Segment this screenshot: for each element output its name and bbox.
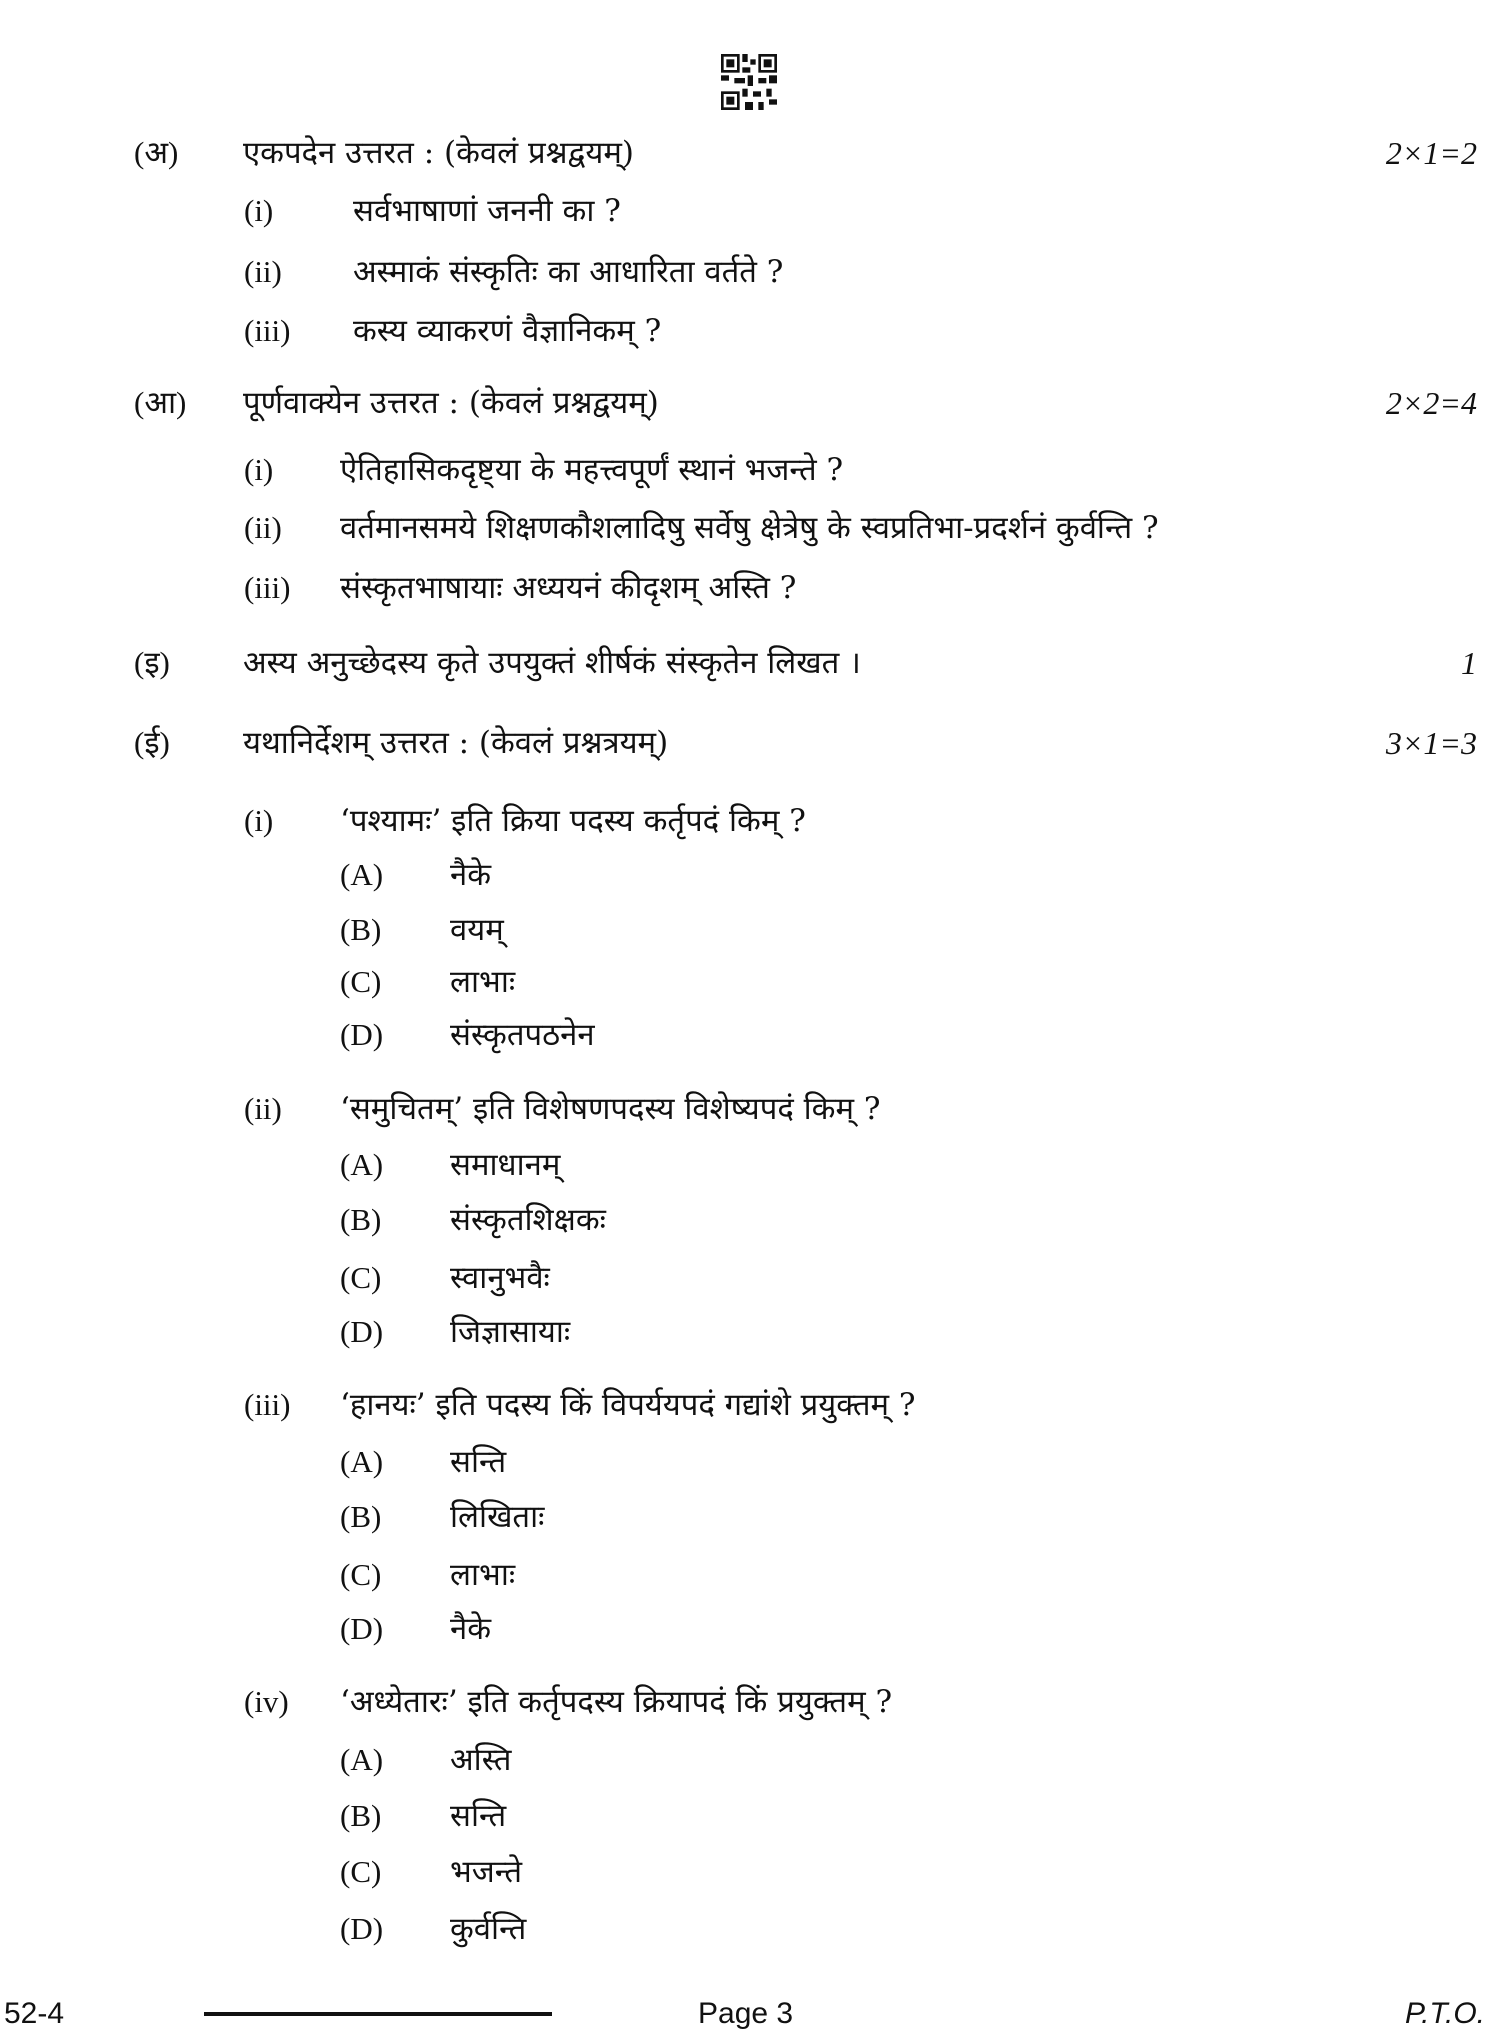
footer-divider: [204, 2012, 552, 2016]
option-text: लिखिताः: [450, 1499, 545, 1535]
question-number: (ii): [244, 254, 282, 289]
question-text: अस्माकं संस्कृतिः का आधारिता वर्तते ?: [353, 254, 784, 290]
option-text: संस्कृतपठनेन: [450, 1017, 595, 1053]
option-key: (D): [340, 1314, 384, 1349]
question-number: (iii): [244, 313, 291, 348]
question-text: ऐतिहासिकदृष्ट्या के महत्त्वपूर्णं स्थानं भजन्ते ?: [340, 452, 844, 488]
option-text: वयम्: [450, 912, 504, 948]
option-key: (D): [340, 1611, 384, 1646]
option-key: (D): [340, 1017, 384, 1052]
question-text: वर्तमानसमये शिक्षणकौशलादिषु सर्वेषु क्षेत्रेषु के स्वप्रतिभा-प्रदर्शनं कुर्वन्ति ?: [340, 510, 1159, 546]
option-key: (B): [340, 1798, 382, 1833]
question-number: (iii): [244, 1387, 291, 1422]
section-heading: एकपदेन उत्तरत : (केवलं प्रश्नद्वयम्): [243, 135, 634, 171]
option-text: लाभाः: [450, 1557, 516, 1593]
question-text: संस्कृतभाषायाः अध्ययनं कीदृशम् अस्ति ?: [340, 570, 797, 606]
question-number: (ii): [244, 1091, 282, 1126]
option-key: (A): [340, 1147, 384, 1182]
page-number: Page 3: [698, 1997, 794, 2030]
section-label: (आ): [134, 385, 187, 420]
section-label: (इ): [134, 645, 170, 680]
option-text: नैके: [450, 857, 492, 893]
section-heading: अस्य अनुच्छेदस्य कृते उपयुक्तं शीर्षकं संस्कृतेन लिखत ।: [243, 645, 861, 681]
section-marks: 2×2=4: [1385, 385, 1477, 421]
option-key: (C): [340, 1260, 382, 1295]
question-text: कस्य व्याकरणं वैज्ञानिकम् ?: [353, 313, 662, 349]
option-text: समाधानम्: [450, 1147, 561, 1183]
section-marks: 2×1=2: [1385, 135, 1477, 171]
section-label: (अ): [134, 135, 179, 170]
option-text: संस्कृतशिक्षकः: [450, 1202, 606, 1238]
option-text: नैके: [450, 1611, 492, 1647]
option-key: (A): [340, 857, 384, 892]
section-heading: यथानिर्देशम् उत्तरत : (केवलं प्रश्नत्रयम्): [243, 725, 669, 761]
option-text: सन्ति: [450, 1798, 507, 1834]
qr-code-icon: [721, 54, 777, 110]
section-label: (ई): [134, 725, 170, 760]
option-key: (A): [340, 1444, 384, 1479]
paper-code: 52-4: [4, 1997, 65, 2030]
section-marks: 1: [1461, 645, 1477, 681]
question-text: ‘अध्येतारः’ इति कर्तृपदस्य क्रियापदं किं प्रयुक्तम् ?: [340, 1684, 893, 1720]
question-number: (i): [244, 452, 274, 487]
option-key: (A): [340, 1742, 384, 1777]
question-number: (iii): [244, 570, 291, 605]
option-text: सन्ति: [450, 1444, 507, 1480]
question-number: (iv): [244, 1684, 289, 1719]
question-text: ‘हानयः’ इति पदस्य किं विपर्ययपदं गद्यांशे प्रयुक्तम् ?: [340, 1387, 916, 1423]
question-number: (i): [244, 803, 274, 838]
option-text: जिज्ञासायाः: [450, 1314, 571, 1350]
option-key: (B): [340, 1499, 382, 1534]
section-heading: पूर्णवाक्येन उत्तरत : (केवलं प्रश्नद्वयम्): [243, 385, 659, 421]
option-key: (C): [340, 964, 382, 999]
option-key: (B): [340, 912, 382, 947]
question-text: ‘समुचितम्’ इति विशेषणपदस्य विशेष्यपदं किम् ?: [340, 1091, 881, 1127]
question-number: (ii): [244, 510, 282, 545]
section-marks: 3×1=3: [1385, 725, 1477, 761]
option-key: (C): [340, 1557, 382, 1592]
please-turn-over: P.T.O.: [1404, 1997, 1485, 2030]
option-key: (C): [340, 1854, 382, 1889]
question-number: (i): [244, 193, 274, 228]
option-text: कुर्वन्ति: [450, 1911, 527, 1947]
option-key: (B): [340, 1202, 382, 1237]
option-key: (D): [340, 1911, 384, 1946]
option-text: लाभाः: [450, 964, 516, 1000]
question-text: सर्वभाषाणां जननी का ?: [353, 193, 621, 229]
option-text: भजन्ते: [450, 1854, 523, 1890]
option-text: स्वानुभवैः: [450, 1260, 550, 1296]
option-text: अस्ति: [450, 1742, 512, 1778]
question-text: ‘पश्यामः’ इति क्रिया पदस्य कर्तृपदं किम् ?: [340, 803, 806, 839]
